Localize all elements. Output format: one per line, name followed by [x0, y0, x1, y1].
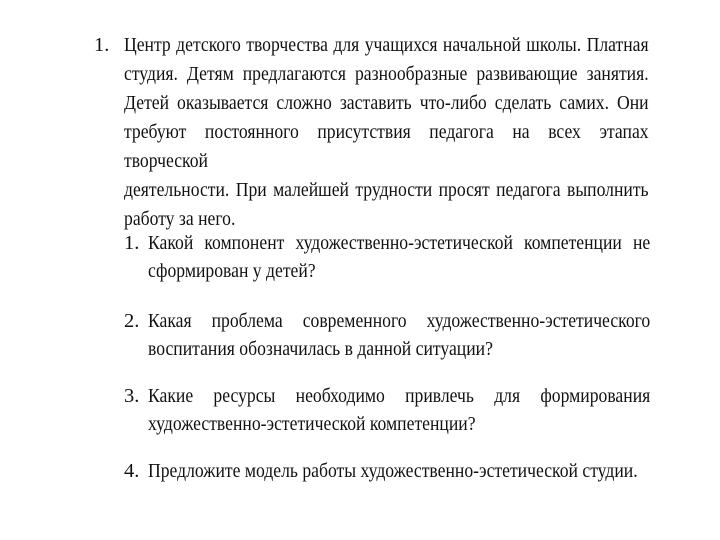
question-number: 4. [124, 460, 140, 482]
question-text [148, 382, 650, 438]
case-study-number: 1. [94, 34, 110, 56]
case-study-line: деятельности. При малейшей трудности просят педагога выполнить [124, 179, 649, 201]
question-number: 2. [124, 310, 140, 332]
question-line: Какие ресурсы необходимо привлечь для формирования [148, 385, 651, 407]
question-line: Предложите модель работы художественно-эстетической студии. [148, 460, 638, 482]
question-3 [124, 382, 650, 438]
question-4 [124, 457, 650, 485]
question-1 [124, 229, 650, 285]
case-study-line: Центр детского творчества для учащихся начальной школы. Платная [124, 34, 649, 56]
case-study-line: Детей оказывается сложно заставить что-либо сделать самих. Они [124, 92, 649, 114]
question-2 [124, 307, 650, 363]
question-text [148, 229, 650, 285]
case-study [94, 31, 650, 234]
question-text [148, 457, 650, 485]
question-text [148, 307, 650, 363]
question-line: Какая проблема современного художественно-эстетического [148, 310, 651, 332]
question-line: воспитания обозначилась в данной ситуации? [148, 338, 493, 360]
question-line: Какой компонент художественно-эстетической компетенции не [148, 232, 651, 254]
case-study-line: студия. Детям предлагаются разнообразные развивающие занятия. [124, 63, 649, 85]
case-study-text [124, 31, 649, 234]
question-line: сформирован у детей? [148, 260, 316, 282]
question-line: художественно-эстетической компетенции? [148, 413, 476, 435]
case-study-line: требуют постоянного присутствия педагога на всех этапах творческой [124, 121, 649, 172]
question-number: 3. [124, 385, 140, 407]
case-study-line: работу за него. [124, 208, 236, 230]
question-number: 1. [124, 232, 140, 254]
